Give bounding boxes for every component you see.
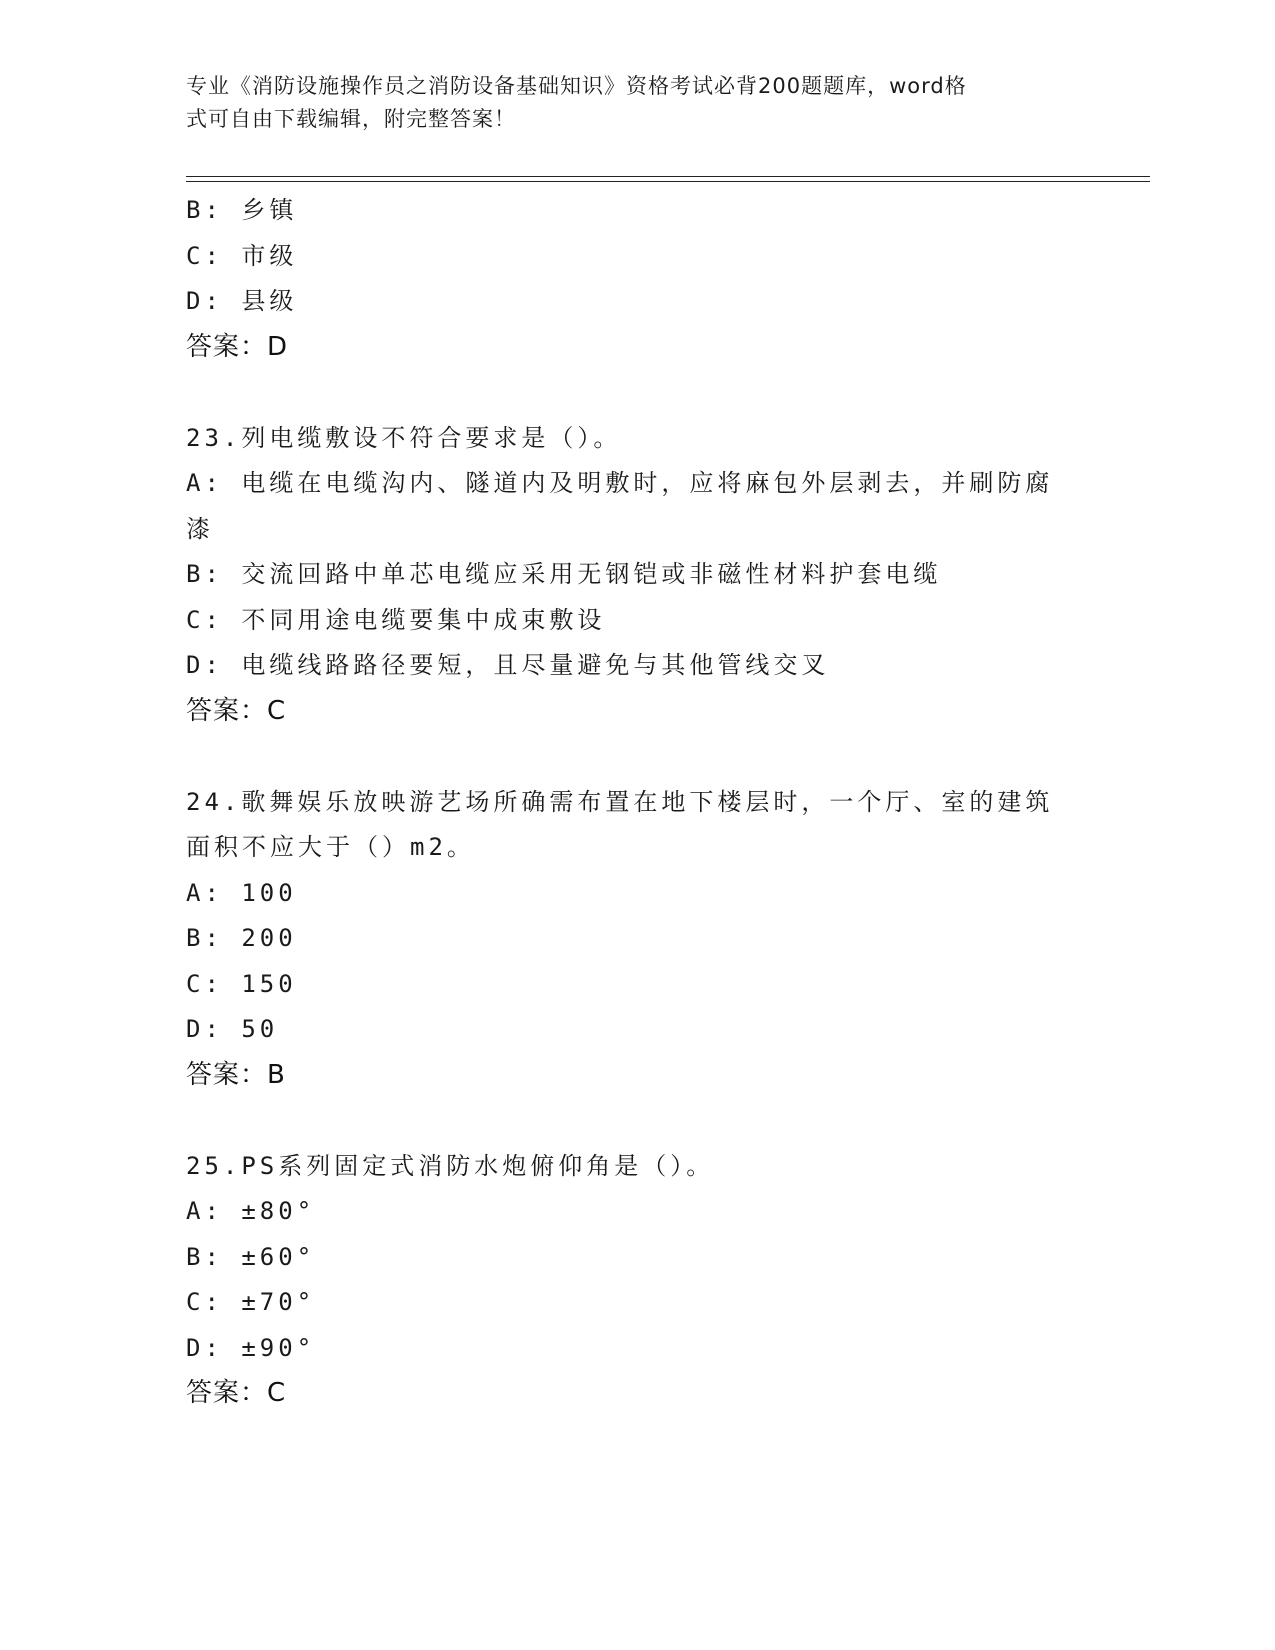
option-d: D: 电缆线路路径要短，且尽量避免与其他管线交叉 [186,651,830,679]
option-c: C: 市级 [186,241,298,270]
header-divider-top [186,176,1150,177]
question-text: 24.歌舞娱乐放映游艺场所确需布置在地下楼层时，一个厅、室的建筑 [186,787,1054,816]
option-b: B: 交流回路中单芯电缆应采用无钢铠或非磁性材料护套电缆 [186,560,942,588]
question-list [186,188,1086,1417]
question-23-block [186,416,1086,735]
option-a-continued: 漆 [186,514,214,543]
option-c: C: ±70° [186,1288,316,1316]
question-25-block [186,1144,1086,1417]
question-text: 25.PS系列固定式消防水炮俯仰角是（）。 [186,1151,715,1180]
option-b: B: ±60° [186,1242,316,1271]
option-a: A: ±80° [186,1197,316,1225]
answer-line: 答案：D [186,331,289,362]
answer-line: 答案：C [186,695,287,726]
spacer [186,1098,1086,1144]
option-b: B: 乡镇 [186,196,298,224]
option-d: D: 50 [186,1015,279,1043]
header-line-1: 专业《消防设施操作员之消防设备基础知识》资格考试必背200题题库，word格 [186,74,967,98]
spacer [186,734,1086,780]
answer-line: 答案：B [186,1059,286,1090]
option-d: D: ±90° [186,1333,316,1362]
question-22-block [186,188,1086,370]
answer-line: 答案：C [186,1378,287,1408]
spacer [186,370,1086,416]
question-text-continued: 面积不应大于（）m2。 [186,833,475,861]
document-header [186,70,1066,136]
header-line-2: 式可自由下载编辑，附完整答案！ [186,107,516,131]
question-text: 23.列电缆敷设不符合要求是（）。 [186,423,622,452]
header-divider-bottom [186,181,1150,182]
option-a: A: 100 [186,878,297,907]
option-b: B: 200 [186,924,297,952]
question-24-block [186,780,1086,1099]
option-c: C: 150 [186,969,297,998]
option-d: D: 县级 [186,287,298,315]
option-a: A: 电缆在电缆沟内、隧道内及明敷时，应将麻包外层剥去，并刷防腐 [186,469,1054,497]
option-c: C: 不同用途电缆要集中成束敷设 [186,605,606,634]
